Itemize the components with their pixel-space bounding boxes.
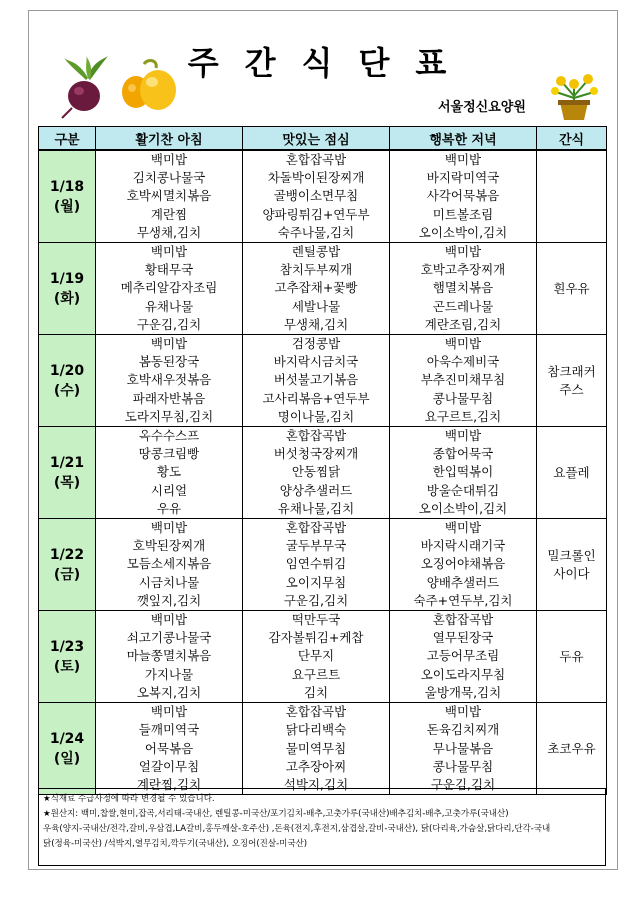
notes-line: 우육(양지-국내산/전각,갈비,우삼겹,LA갈비,홍두깨살-호주산) ,돈육(전지,후전지,삼겹살,갈비-국내산), 닭(다리육,가슴살,닭다리,단각-국내 bbox=[43, 824, 551, 834]
menu-item: 바지락시래기국 bbox=[420, 538, 506, 554]
menu-item: 도라지무침,김치 bbox=[124, 408, 214, 424]
menu-item: 떡만두국 bbox=[291, 612, 341, 628]
menu-item: 백미밥 bbox=[444, 520, 482, 536]
dinner-cell bbox=[390, 335, 537, 427]
menu-item: 숙주나물,김치 bbox=[277, 224, 355, 240]
menu-item: 호박씨멸치볶음 bbox=[126, 188, 212, 204]
table-row bbox=[39, 611, 607, 703]
column-header-breakfast: 활기찬 아침 bbox=[96, 127, 243, 151]
menu-item: 마늘쫑멸치볶음 bbox=[126, 648, 212, 664]
menu-item: 백미밥 bbox=[150, 612, 188, 628]
menu-item: 혼합잡곡밥 bbox=[285, 704, 347, 720]
menu-item: 혼합잡곡밥 bbox=[285, 520, 347, 536]
snack-cell: 두유 bbox=[537, 611, 607, 703]
menu-item: 혼합잡곡밥 bbox=[285, 428, 347, 444]
day-cell bbox=[39, 243, 96, 335]
menu-item: 백미밥 bbox=[150, 152, 188, 167]
beet-icon bbox=[58, 56, 120, 120]
flower-pot-icon bbox=[548, 72, 600, 122]
lunch-cell bbox=[243, 703, 390, 795]
menu-item: 닭다리백숙 bbox=[285, 722, 347, 738]
menu-item: 오복지,김치 bbox=[136, 684, 202, 700]
menu-item: 돈육김치찌개 bbox=[426, 722, 500, 738]
menu-item: 구운김,김치 bbox=[283, 592, 349, 608]
menu-item: 오징어야채볶음 bbox=[420, 556, 506, 572]
menu-item: 콩나물무침 bbox=[432, 758, 494, 774]
breakfast-cell bbox=[96, 703, 243, 795]
snack-cell: 흰우유 bbox=[537, 243, 607, 335]
menu-item: 땅콩크림빵 bbox=[138, 446, 200, 462]
day-weekday: (목) bbox=[53, 474, 81, 491]
menu-item: 계란찜 bbox=[150, 206, 188, 222]
day-date: 1/18 bbox=[49, 178, 85, 195]
snack-cell: 참크래커 주스 bbox=[537, 335, 607, 427]
menu-item: 고추잡채+꽃빵 bbox=[274, 280, 358, 296]
header-row bbox=[39, 127, 607, 151]
menu-item: 백미밥 bbox=[150, 244, 188, 260]
menu-item: 시금치나물 bbox=[138, 574, 200, 590]
menu-item: 쇠고기콩나물국 bbox=[126, 630, 212, 646]
column-header-dinner: 행복한 저녁 bbox=[390, 127, 537, 151]
menu-item: 종합어묵국 bbox=[432, 446, 494, 462]
menu-item: 콩나물무침 bbox=[432, 390, 494, 406]
menu-item: 김치콩나물국 bbox=[132, 170, 206, 186]
menu-item: 오이도라지무침 bbox=[420, 666, 506, 682]
lunch-cell bbox=[243, 611, 390, 703]
menu-item: 양상추샐러드 bbox=[279, 482, 353, 498]
menu-item: 안동찜닭 bbox=[291, 464, 341, 480]
dinner-cell bbox=[390, 703, 537, 795]
menu-item: 버섯불고기볶음 bbox=[273, 372, 359, 388]
menu-item: 얼갈이무침 bbox=[138, 758, 200, 774]
notes-line: 닭(정육-미국산) /석박지,열무김치,깍두기(국내산), 오징어(진살-미국산) bbox=[43, 839, 308, 849]
column-header-lunch: 맛있는 점심 bbox=[243, 127, 390, 151]
day-date: 1/19 bbox=[49, 270, 85, 287]
snack-cell: 요플레 bbox=[537, 427, 607, 519]
table-row bbox=[39, 427, 607, 519]
notes-line: ★원산지: 백미,찹쌀,현미,잡곡,서리태-국내산, 렌틸콩-미국산/포기김치-배추,고춧가루(국내산)배추김치-배추,고춧가루(국내산) bbox=[43, 809, 509, 819]
table-row bbox=[39, 335, 607, 427]
day-cell bbox=[39, 335, 96, 427]
menu-item: 오이소박이,김치 bbox=[418, 224, 508, 240]
menu-item: 김치 bbox=[303, 684, 329, 700]
menu-item: 백미밥 bbox=[444, 244, 482, 260]
day-cell bbox=[39, 427, 96, 519]
day-weekday: (토) bbox=[53, 658, 81, 675]
menu-item: 호박고추장찌개 bbox=[420, 262, 506, 278]
page-title: 주간식단표 bbox=[187, 44, 473, 82]
menu-item: 참치두부찌개 bbox=[279, 262, 353, 278]
menu-item: 사각어묵볶음 bbox=[426, 188, 500, 204]
breakfast-cell bbox=[96, 243, 243, 335]
menu-item: 물미역무침 bbox=[285, 740, 347, 756]
lunch-cell bbox=[243, 150, 390, 243]
day-weekday: (월) bbox=[53, 198, 81, 215]
menu-item: 굴두부무국 bbox=[285, 538, 347, 554]
menu-item: 세발나물 bbox=[291, 298, 341, 314]
menu-item: 메추리알감자조림 bbox=[120, 280, 218, 296]
menu-item: 호박새우젓볶음 bbox=[126, 372, 212, 388]
menu-item: 우유 bbox=[156, 500, 182, 516]
lunch-cell bbox=[243, 427, 390, 519]
table-row bbox=[39, 519, 607, 611]
dinner-cell bbox=[390, 150, 537, 243]
menu-item: 햄멸치볶음 bbox=[432, 280, 494, 296]
menu-item: 미트볼조림 bbox=[432, 206, 494, 222]
day-cell bbox=[39, 611, 96, 703]
dinner-cell bbox=[390, 427, 537, 519]
onion-icon bbox=[118, 58, 182, 116]
snack-cell: 초코우유 bbox=[537, 703, 607, 795]
day-weekday: (화) bbox=[53, 290, 81, 307]
menu-item: 곤드레나물 bbox=[432, 298, 494, 314]
breakfast-cell bbox=[96, 611, 243, 703]
day-date: 1/24 bbox=[49, 730, 85, 747]
menu-item: 백미밥 bbox=[444, 336, 482, 352]
menu-item: 황도 bbox=[156, 464, 182, 480]
dinner-cell bbox=[390, 243, 537, 335]
menu-item: 한입떡볶이 bbox=[432, 464, 494, 480]
dinner-cell bbox=[390, 519, 537, 611]
menu-item: 백미밥 bbox=[444, 152, 482, 167]
menu-item: 바지락시금치국 bbox=[273, 354, 359, 370]
menu-item: 차돌박이된장찌개 bbox=[267, 170, 365, 186]
snack-cell: 밀크롤인 사이다 bbox=[537, 519, 607, 611]
menu-item: 오이소박이,김치 bbox=[418, 500, 508, 516]
menu-item: 백미밥 bbox=[150, 704, 188, 720]
menu-item: 골뱅이소면무침 bbox=[273, 188, 359, 204]
table-row bbox=[39, 243, 607, 335]
day-weekday: (금) bbox=[53, 566, 81, 583]
breakfast-cell bbox=[96, 150, 243, 243]
menu-item: 구운김,김치 bbox=[136, 316, 202, 332]
day-date: 1/23 bbox=[49, 638, 85, 655]
menu-item: 무생채,김치 bbox=[136, 224, 202, 240]
notes-line: ★식재료 수급사정에 따라 변경될 수 있습니다. bbox=[43, 794, 215, 804]
menu-item: 계란찜,김치 bbox=[136, 776, 202, 792]
menu-item: 오이지무침 bbox=[285, 574, 347, 590]
menu-item: 버섯청국장찌개 bbox=[273, 446, 359, 462]
menu-item: 가지나물 bbox=[144, 666, 194, 682]
menu-item: 백미밥 bbox=[444, 428, 482, 444]
menu-item: 혼합잡곡밥 bbox=[285, 152, 347, 167]
lunch-cell bbox=[243, 243, 390, 335]
menu-item: 구운김,김치 bbox=[430, 776, 496, 792]
day-date: 1/22 bbox=[49, 546, 85, 563]
menu-item: 임연수튀김 bbox=[285, 556, 347, 572]
lunch-cell bbox=[243, 519, 390, 611]
table-row bbox=[39, 703, 607, 795]
menu-item: 렌틸콩밥 bbox=[291, 244, 341, 260]
menu-item: 부추진미채무침 bbox=[420, 372, 506, 388]
menu-item: 무생채,김치 bbox=[283, 316, 349, 332]
menu-item: 어묵볶음 bbox=[144, 740, 194, 756]
breakfast-cell bbox=[96, 427, 243, 519]
menu-item: 백미밥 bbox=[444, 704, 482, 720]
weekly-menu-table bbox=[38, 126, 607, 795]
menu-item: 유채나물 bbox=[144, 298, 194, 314]
menu-item: 유채나물,김치 bbox=[277, 500, 355, 516]
menu-item: 울방개묵,김치 bbox=[424, 684, 502, 700]
lunch-cell bbox=[243, 335, 390, 427]
menu-item: 명이나물,김치 bbox=[277, 408, 355, 424]
dinner-cell bbox=[390, 611, 537, 703]
day-date: 1/21 bbox=[49, 454, 85, 471]
menu-item: 백미밥 bbox=[150, 336, 188, 352]
notes-box bbox=[38, 788, 606, 866]
menu-item: 양파링튀김+연두부 bbox=[262, 206, 370, 222]
breakfast-cell bbox=[96, 335, 243, 427]
day-cell bbox=[39, 150, 96, 243]
day-cell bbox=[39, 703, 96, 795]
menu-item: 무나물볶음 bbox=[432, 740, 494, 756]
snack-cell bbox=[537, 150, 607, 243]
menu-item: 모듬소세지볶음 bbox=[126, 556, 212, 572]
menu-item: 시리얼 bbox=[150, 482, 188, 498]
menu-item: 요구르트 bbox=[291, 666, 341, 682]
day-cell bbox=[39, 519, 96, 611]
menu-item: 숙주+연두부,김치 bbox=[413, 592, 513, 608]
day-date: 1/20 bbox=[49, 362, 85, 379]
menu-item: 열무된장국 bbox=[432, 630, 494, 646]
menu-item: 양배추샐러드 bbox=[426, 574, 500, 590]
menu-item: 깻잎지,김치 bbox=[136, 592, 202, 608]
menu-item: 옥수수스프 bbox=[138, 428, 200, 444]
menu-item: 아욱수제비국 bbox=[426, 354, 500, 370]
menu-item: 바지락미역국 bbox=[426, 170, 500, 186]
day-weekday: (수) bbox=[53, 382, 81, 399]
menu-item: 봄동된장국 bbox=[138, 354, 200, 370]
menu-item: 고추장아찌 bbox=[285, 758, 347, 774]
menu-item: 검정콩밥 bbox=[291, 336, 341, 352]
menu-item: 황태무국 bbox=[144, 262, 194, 278]
menu-item: 호박된장찌개 bbox=[132, 538, 206, 554]
menu-item: 백미밥 bbox=[150, 520, 188, 536]
breakfast-cell bbox=[96, 519, 243, 611]
table-row bbox=[39, 150, 607, 243]
menu-item: 고등어무조림 bbox=[426, 648, 500, 664]
menu-item: 혼합잡곡밥 bbox=[432, 612, 494, 628]
menu-item: 요구르트,김치 bbox=[424, 408, 502, 424]
column-header-category: 구분 bbox=[39, 127, 96, 151]
menu-item: 고사리볶음+연두부 bbox=[262, 390, 370, 406]
organization-name: 서울정신요양원 bbox=[438, 100, 526, 115]
menu-item: 파래자반볶음 bbox=[132, 390, 206, 406]
column-header-snack: 간식 bbox=[537, 127, 607, 151]
menu-item: 들깨미역국 bbox=[138, 722, 200, 738]
menu-item: 단무지 bbox=[297, 648, 335, 664]
menu-item: 석박지,김치 bbox=[283, 776, 349, 792]
day-weekday: (일) bbox=[53, 750, 81, 767]
menu-item: 감자볼튀김+케찹 bbox=[268, 630, 364, 646]
menu-item: 방울순대튀김 bbox=[426, 482, 500, 498]
menu-item: 계란조림,김치 bbox=[424, 316, 502, 332]
